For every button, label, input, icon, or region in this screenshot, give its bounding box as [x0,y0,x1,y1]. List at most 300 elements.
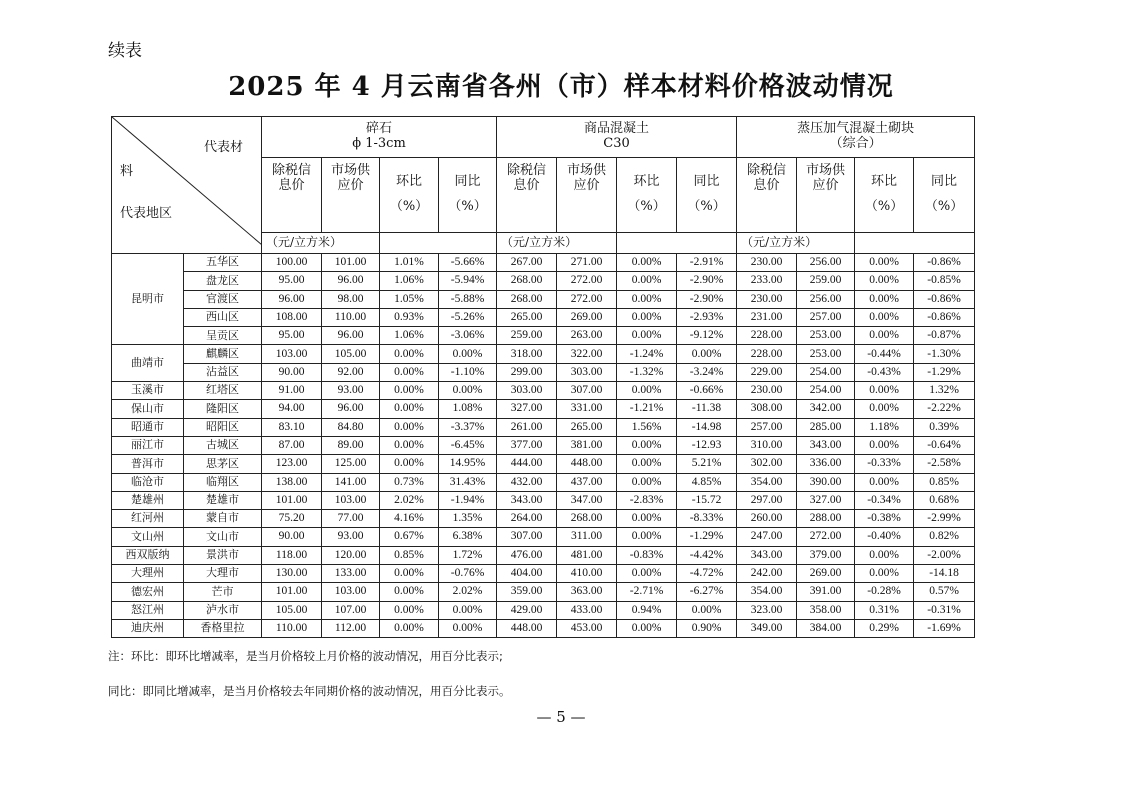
value-cell: 90.00 [262,528,322,546]
district-cell: 泸水市 [184,601,262,619]
col-header-yoy: 同比 （%） [439,158,497,233]
value-cell: 307.00 [557,382,617,400]
corner-material-label: 代表材 [204,140,244,155]
value-cell: 448.00 [557,455,617,473]
col-header-tax_excl: 除税信息价 [262,158,322,233]
value-cell: 264.00 [497,510,557,528]
value-cell: 93.00 [322,528,380,546]
continuation-label: 续表 [108,41,142,61]
value-cell: 267.00 [497,254,557,272]
value-cell: 0.68% [914,491,975,509]
value-cell: -0.64% [914,436,975,454]
value-cell: 437.00 [557,473,617,491]
value-cell: 285.00 [797,418,855,436]
district-cell: 五华区 [184,254,262,272]
district-cell: 官渡区 [184,290,262,308]
value-cell: 96.00 [322,400,380,418]
value-cell: 302.00 [737,455,797,473]
value-cell: 83.10 [262,418,322,436]
value-cell: 0.00% [380,583,439,601]
district-cell: 麒麟区 [184,345,262,363]
unit-label: （元/立方米） [737,233,855,254]
value-cell: 429.00 [497,601,557,619]
value-cell: 347.00 [557,491,617,509]
value-cell: 0.00% [855,272,914,290]
value-cell: -2.58% [914,455,975,473]
col-header-market_a: 市场供应价 [557,158,617,233]
value-cell: -2.93% [677,308,737,326]
col-header-mom: 环比 （%） [380,158,439,233]
value-cell: 96.00 [262,290,322,308]
value-cell: -6.45% [439,436,497,454]
city-cell: 大理州 [112,565,184,583]
note-mom: 注：环比：即环比增减率，是当月价格较上月价格的波动情况，用百分比表示; [108,649,503,663]
value-cell: 308.00 [737,400,797,418]
district-cell: 芒市 [184,583,262,601]
value-cell: 0.00% [380,436,439,454]
value-cell: 343.00 [737,546,797,564]
value-cell: 0.00% [617,254,677,272]
value-cell: 299.00 [497,363,557,381]
col-header-market_a: 市场供应价 [322,158,380,233]
value-cell: 84.80 [322,418,380,436]
value-cell: 228.00 [737,345,797,363]
value-cell: 1.06% [380,327,439,345]
value-cell: -3.37% [439,418,497,436]
table-row [112,436,975,454]
value-cell: 390.00 [797,473,855,491]
city-cell: 普洱市 [112,455,184,473]
value-cell: 0.00% [380,400,439,418]
value-cell: 307.00 [497,528,557,546]
value-cell: -1.69% [914,619,975,637]
value-cell: 1.35% [439,510,497,528]
city-cell: 迪庆州 [112,619,184,637]
value-cell: -0.87% [914,327,975,345]
value-cell: -2.00% [914,546,975,564]
value-cell: 269.00 [797,565,855,583]
value-cell: 105.00 [262,601,322,619]
value-cell: 1.01% [380,254,439,272]
value-cell: 77.00 [322,510,380,528]
value-cell: 138.00 [262,473,322,491]
value-cell: -14.98 [677,418,737,436]
value-cell: 257.00 [737,418,797,436]
value-cell: 0.00% [855,254,914,272]
value-cell: 0.90% [677,619,737,637]
value-cell: 253.00 [797,327,855,345]
unit-label: （元/立方米） [262,233,380,254]
value-cell: -0.43% [855,363,914,381]
value-cell: 108.00 [262,308,322,326]
value-cell: 93.00 [322,382,380,400]
value-cell: -0.31% [914,601,975,619]
header-corner-cell [112,117,262,254]
value-cell: 0.00% [439,619,497,637]
value-cell: 230.00 [737,382,797,400]
value-cell: 125.00 [322,455,380,473]
table-row [112,382,975,400]
value-cell: -2.91% [677,254,737,272]
value-cell: -0.86% [914,254,975,272]
value-cell: -11.38 [677,400,737,418]
value-cell: 0.00% [855,436,914,454]
district-cell: 红塔区 [184,382,262,400]
value-cell: 265.00 [497,308,557,326]
city-cell: 怒江州 [112,601,184,619]
value-cell: 0.00% [855,400,914,418]
value-cell: 100.00 [262,254,322,272]
value-cell: 123.00 [262,455,322,473]
value-cell: 303.00 [557,363,617,381]
value-cell: 432.00 [497,473,557,491]
value-cell: 476.00 [497,546,557,564]
city-cell: 楚雄州 [112,491,184,509]
value-cell: 0.00% [855,546,914,564]
table-row [112,601,975,619]
value-cell: 343.00 [497,491,557,509]
value-cell: 381.00 [557,436,617,454]
value-cell: 0.00% [617,510,677,528]
district-cell: 昭阳区 [184,418,262,436]
value-cell: 0.00% [855,565,914,583]
value-cell: -0.76% [439,565,497,583]
value-cell: 0.00% [855,382,914,400]
table-row [112,290,975,308]
value-cell: -1.29% [914,363,975,381]
value-cell: 0.00% [677,345,737,363]
value-cell: 0.00% [617,290,677,308]
value-cell: 0.82% [914,528,975,546]
price-table [111,116,975,638]
value-cell: 110.00 [262,619,322,637]
value-cell: 0.73% [380,473,439,491]
city-cell: 文山州 [112,528,184,546]
city-cell: 丽江市 [112,436,184,454]
value-cell: 96.00 [322,327,380,345]
value-cell: 336.00 [797,455,855,473]
value-cell: -1.32% [617,363,677,381]
value-cell: 92.00 [322,363,380,381]
city-cell: 德宏州 [112,583,184,601]
value-cell: 0.00% [380,455,439,473]
value-cell: 404.00 [497,565,557,583]
value-cell: -0.86% [914,308,975,326]
table-row [112,308,975,326]
table-row [112,510,975,528]
value-cell: 342.00 [797,400,855,418]
value-cell: 107.00 [322,601,380,619]
value-cell: 133.00 [322,565,380,583]
value-cell: -0.38% [855,510,914,528]
value-cell: -0.33% [855,455,914,473]
value-cell: 288.00 [797,510,855,528]
value-cell: 254.00 [797,363,855,381]
table-row [112,400,975,418]
corner-region-label: 代表地区 [120,206,173,221]
value-cell: 0.94% [617,601,677,619]
note-yoy: 同比：即同比增减率，是当月价格较去年同期价格的波动情况，用百分比表示。 [108,684,511,698]
value-cell: 261.00 [497,418,557,436]
value-cell: -2.90% [677,290,737,308]
table-row [112,619,975,637]
value-cell: 377.00 [497,436,557,454]
district-cell: 香格里拉 [184,619,262,637]
value-cell: 2.02% [380,491,439,509]
corner-diagonal [112,117,262,245]
city-cell: 保山市 [112,400,184,418]
value-cell: 358.00 [797,601,855,619]
value-cell: -14.18 [914,565,975,583]
value-cell: 1.18% [855,418,914,436]
value-cell: 271.00 [557,254,617,272]
value-cell: 391.00 [797,583,855,601]
value-cell: -0.86% [914,290,975,308]
value-cell: 0.29% [855,619,914,637]
value-cell: 87.00 [262,436,322,454]
value-cell: 1.05% [380,290,439,308]
value-cell: -0.83% [617,546,677,564]
value-cell: 268.00 [557,510,617,528]
value-cell: 0.00% [855,290,914,308]
value-cell: 1.56% [617,418,677,436]
value-cell: 103.00 [262,345,322,363]
district-cell: 文山市 [184,528,262,546]
value-cell: -2.22% [914,400,975,418]
value-cell: -0.40% [855,528,914,546]
value-cell: 331.00 [557,400,617,418]
value-cell: 256.00 [797,254,855,272]
value-cell: -0.28% [855,583,914,601]
value-cell: 384.00 [797,619,855,637]
value-cell: -9.12% [677,327,737,345]
value-cell: 433.00 [557,601,617,619]
value-cell: 0.00% [855,327,914,345]
value-cell: -6.27% [677,583,737,601]
table-row [112,345,975,363]
corner-material-label-2: 料 [120,164,134,179]
value-cell: 141.00 [322,473,380,491]
district-cell: 楚雄市 [184,491,262,509]
value-cell: -0.66% [677,382,737,400]
value-cell: 1.06% [380,272,439,290]
district-cell: 思茅区 [184,455,262,473]
value-cell: 105.00 [322,345,380,363]
unit-blank [380,233,497,254]
value-cell: 112.00 [322,619,380,637]
value-cell: 343.00 [797,436,855,454]
value-cell: 31.43% [439,473,497,491]
value-cell: 453.00 [557,619,617,637]
value-cell: 272.00 [557,272,617,290]
value-cell: 254.00 [797,382,855,400]
value-cell: 0.39% [914,418,975,436]
value-cell: 0.00% [617,528,677,546]
value-cell: 130.00 [262,565,322,583]
value-cell: 101.00 [262,491,322,509]
value-cell: 0.00% [439,601,497,619]
value-cell: -2.71% [617,583,677,601]
col-header-yoy: 同比 （%） [914,158,975,233]
value-cell: 0.00% [617,565,677,583]
value-cell: 0.67% [380,528,439,546]
value-cell: 253.00 [797,345,855,363]
district-cell: 蒙自市 [184,510,262,528]
col-header-mom: 环比 （%） [617,158,677,233]
value-cell: 101.00 [262,583,322,601]
value-cell: 0.85% [380,546,439,564]
page-title: 2025 年 4 月云南省各州（市）样本材料价格波动情况 [228,72,894,102]
table-row [112,254,975,272]
value-cell: 0.85% [914,473,975,491]
value-cell: 118.00 [262,546,322,564]
value-cell: 318.00 [497,345,557,363]
district-cell: 临翔区 [184,473,262,491]
table-row [112,327,975,345]
material-header-concrete: 商品混凝土 C30 [497,117,737,158]
value-cell: 272.00 [557,290,617,308]
value-cell: -0.85% [914,272,975,290]
value-cell: -2.90% [677,272,737,290]
value-cell: -5.94% [439,272,497,290]
value-cell: 269.00 [557,308,617,326]
city-cell: 红河州 [112,510,184,528]
value-cell: 95.00 [262,327,322,345]
value-cell: 260.00 [737,510,797,528]
value-cell: 242.00 [737,565,797,583]
value-cell: -1.21% [617,400,677,418]
value-cell: 0.00% [617,619,677,637]
city-cell: 昆明市 [112,254,184,345]
value-cell: 0.00% [617,272,677,290]
table-row [112,491,975,509]
value-cell: 89.00 [322,436,380,454]
value-cell: 0.00% [380,619,439,637]
value-cell: 0.00% [677,601,737,619]
value-cell: -15.72 [677,491,737,509]
value-cell: 229.00 [737,363,797,381]
col-header-tax_excl: 除税信息价 [497,158,557,233]
value-cell: 101.00 [322,254,380,272]
value-cell: 259.00 [497,327,557,345]
value-cell: 1.72% [439,546,497,564]
value-cell: 231.00 [737,308,797,326]
value-cell: 444.00 [497,455,557,473]
value-cell: 247.00 [737,528,797,546]
value-cell: 1.32% [914,382,975,400]
value-cell: 14.95% [439,455,497,473]
district-cell: 西山区 [184,308,262,326]
value-cell: -1.29% [677,528,737,546]
value-cell: 0.00% [617,436,677,454]
value-cell: -2.83% [617,491,677,509]
value-cell: 103.00 [322,491,380,509]
value-cell: -1.30% [914,345,975,363]
value-cell: 0.00% [380,345,439,363]
value-cell: 263.00 [557,327,617,345]
value-cell: 0.00% [380,565,439,583]
value-cell: 90.00 [262,363,322,381]
value-cell: 303.00 [497,382,557,400]
value-cell: 1.08% [439,400,497,418]
col-header-mom: 环比 （%） [855,158,914,233]
value-cell: 0.00% [617,455,677,473]
city-cell: 临沧市 [112,473,184,491]
col-header-market_a: 市场供应价 [797,158,855,233]
value-cell: 310.00 [737,436,797,454]
value-cell: -1.24% [617,345,677,363]
value-cell: 0.00% [380,418,439,436]
value-cell: -0.34% [855,491,914,509]
value-cell: 265.00 [557,418,617,436]
col-header-yoy: 同比 （%） [677,158,737,233]
value-cell: 0.57% [914,583,975,601]
value-cell: 230.00 [737,254,797,272]
value-cell: 120.00 [322,546,380,564]
value-cell: 94.00 [262,400,322,418]
value-cell: 233.00 [737,272,797,290]
district-cell: 大理市 [184,565,262,583]
value-cell: 0.31% [855,601,914,619]
value-cell: 0.00% [439,382,497,400]
value-cell: 0.00% [380,363,439,381]
city-cell: 昭通市 [112,418,184,436]
value-cell: 363.00 [557,583,617,601]
table-row [112,455,975,473]
value-cell: 0.00% [617,473,677,491]
value-cell: -0.44% [855,345,914,363]
value-cell: 268.00 [497,272,557,290]
city-cell: 玉溪市 [112,382,184,400]
district-cell: 沾益区 [184,363,262,381]
value-cell: 91.00 [262,382,322,400]
value-cell: 230.00 [737,290,797,308]
value-cell: 359.00 [497,583,557,601]
value-cell: 322.00 [557,345,617,363]
value-cell: 354.00 [737,473,797,491]
value-cell: 2.02% [439,583,497,601]
district-cell: 盘龙区 [184,272,262,290]
value-cell: 323.00 [737,601,797,619]
table-row [112,528,975,546]
value-cell: 4.16% [380,510,439,528]
value-cell: 268.00 [497,290,557,308]
value-cell: 4.85% [677,473,737,491]
table-row [112,363,975,381]
district-cell: 隆阳区 [184,400,262,418]
value-cell: 0.93% [380,308,439,326]
value-cell: 311.00 [557,528,617,546]
value-cell: 481.00 [557,546,617,564]
value-cell: 5.21% [677,455,737,473]
value-cell: 0.00% [617,382,677,400]
value-cell: 0.00% [617,327,677,345]
value-cell: -2.99% [914,510,975,528]
table-row [112,583,975,601]
value-cell: 259.00 [797,272,855,290]
value-cell: 327.00 [497,400,557,418]
district-cell: 景洪市 [184,546,262,564]
material-header-gravel: 碎石 ϕ 1-3cm [262,117,497,158]
city-cell: 曲靖市 [112,345,184,382]
value-cell: 103.00 [322,583,380,601]
value-cell: 0.00% [439,345,497,363]
unit-blank [617,233,737,254]
value-cell: -5.26% [439,308,497,326]
value-cell: 448.00 [497,619,557,637]
value-cell: -5.88% [439,290,497,308]
page-number: — 5 — [536,708,586,726]
